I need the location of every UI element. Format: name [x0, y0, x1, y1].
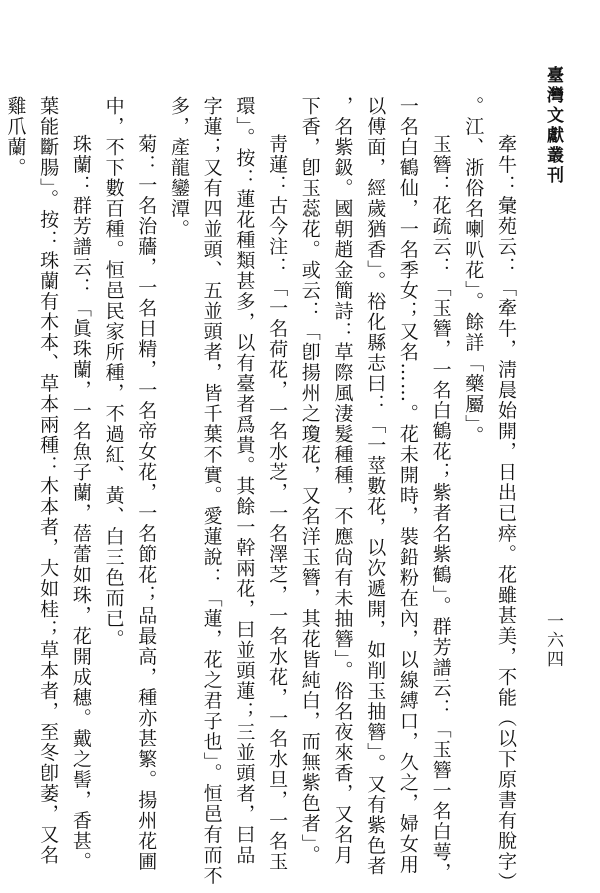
book-series-title: 臺灣文獻叢刊: [543, 66, 563, 186]
text-column: 葉能斷腸」。按：珠蘭有木本、草本兩種：木本者，大如桂；草本者，至冬卽萎，又名: [37, 96, 60, 866]
text-column: 以傅面，經歲猶香」。𥙿化縣志曰：「一莖數花，以次遞開，如削玉抽簪」。又有紫色者: [364, 96, 387, 877]
text-column: 多，產龍鑾潭。: [167, 96, 190, 240]
text-column: 下香，卽玉蕊花。或云：「卽揚州之瓊花，又名洋玉簪，其花皆純白，而無紫色者」。: [298, 96, 321, 866]
text-column: 環」。按：蓮花種類甚多，以有臺者爲貴。其餘一幹兩花，曰並頭蓮；三並頭者，曰品: [233, 96, 256, 866]
text-column: 珠蘭：群芳譜云：「眞珠蘭，一名魚子蘭，蓓蕾如珠，花開成穗。戴之髻，香甚。: [69, 134, 92, 872]
body-text: [4, 96, 522, 893]
text-column: 靑蓮：古今注：「一名荷花，一名水芝，一名澤芝，一名水花，一名水旦，一名玉: [266, 134, 289, 872]
text-column: 。江、浙俗名喇叭花」。餘詳「藥屬」。: [462, 96, 485, 446]
text-column: 雞爪蘭。: [4, 96, 27, 178]
text-column: 玉簪：花疏云：「玉簪，一名白鶴花；紫者名紫鶴」。群芳譜云：「玉簪一名白萼，: [429, 134, 452, 883]
text-column: 字蓮；又有四並頭、五並頭者，皆千葉不實。愛蓮說：「蓮，花之君子也」。恒邑有而不: [200, 96, 223, 886]
text-column: 中，不下數百種。恒邑民家所種，不過紅、黃、白三色而已。: [102, 96, 125, 650]
text-column: 一名白鶴仙，一名季女；又名……。花未開時，裝鉛粉在內，以線縛口，久之，婦女用: [396, 96, 419, 875]
page-number: 一六四: [543, 612, 563, 669]
text-column: ，名紫鈒。國朝趙金簡詩：草際風淒髮種種，不應尙有未抽簪」。俗名夜來香，又名月: [331, 96, 354, 866]
text-column: 菊：一名治蘠，一名日精，一名帝女花，一名節花；品最高，種亦甚繁。揚州花圃: [135, 134, 158, 872]
text-column: 牽牛：彙苑云：「牽牛，淸晨始開，日出已瘁。花雖甚美，不能（以下原書有脫字）: [495, 134, 517, 893]
